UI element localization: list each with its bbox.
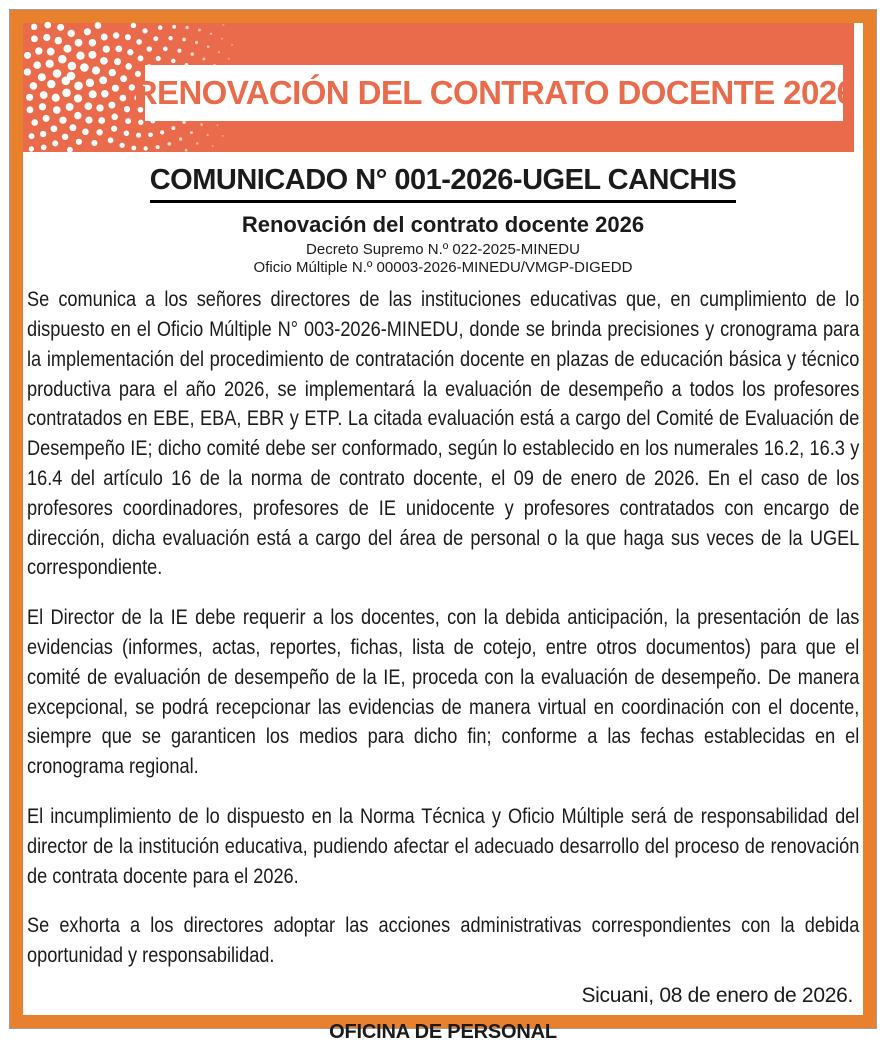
document-title: COMUNICADO N° 001-2026-UGEL CANCHIS bbox=[150, 165, 737, 203]
reference-line-decreto: Decreto Supremo N.º 022-2025-MINEDU bbox=[306, 241, 580, 259]
signature-office: OFICINA DE PERSONAL bbox=[329, 1020, 557, 1043]
paragraph-1: Se comunica a los señores directores de las instituciones educativas que, en cumplimiento de lo dispuesto en el Oficio Múltiple N° 003-2026-MINEDU, donde se brinda precisiones y cronograma para la implementación del procedimiento de contratación docente en plazas de educación básica y técnico productiva para el año 2026, se implementará la evaluación de desempeño a todos los profesores contratados en EBE, EBA, EBR y ETP. La citada evaluación está a cargo del Comité de Evaluación de Desempeño IE; dicho comité debe ser conformado, según lo establecido en los numerales 16.2, 16.3 y 16.4 del artículo 16 de la norma de contrato docente, el 09 de enero de 2026. En el caso de los profesores coordinadores, profesores de IE unidocente y profesores contratados con encargo de dirección, dicha evaluación está a cargo del área de personal o la que haga sus veces de la UGEL correspondiente. bbox=[27, 287, 860, 580]
header-band bbox=[23, 23, 854, 152]
paragraph-2: El Director de la IE debe requerir a los docentes, con la debida anticipación, la presentación de las evidencias (informes, actas, reportes, fichas, lista de cotejo, entre otros documentos) para que el comité de evaluación de desempeño de la IE, proceda con la evaluación de desempeño. De manera excepcional, se podrá recepcionar las evidencias de manera virtual en coordinación con el docente, siempre que se garanticen los medios para dicho fin; conforme a las fechas establecidas en el cronograma regional. bbox=[27, 605, 860, 779]
paragraph-3: El incumplimiento de lo dispuesto en la Norma Técnica y Oficio Múltiple será de responsabilidad del director de la institución educativa, pudiendo afectar el adecuado desarrollo del proceso de renovación de contrata docente para el 2026. bbox=[27, 803, 860, 888]
banner-title: RENOVACIÓN DEL CONTRATO DOCENTE 2026 bbox=[133, 74, 855, 111]
reference-line-oficio: Oficio Múltiple N.º 00003-2026-MINEDU/VMGP-DIGEDD bbox=[253, 258, 633, 276]
banner-title-box bbox=[133, 65, 855, 121]
date-line: Sicuani, 08 de enero de 2026. bbox=[581, 983, 853, 1007]
document-page bbox=[10, 10, 876, 1043]
paragraph-4: Se exhorta a los directores adoptar las acciones administrativas correspondientes con la debida oportunidad y responsabilidad. bbox=[27, 913, 860, 968]
document-subtitle: Renovación del contrato docente 2026 bbox=[241, 211, 645, 237]
document-content bbox=[23, 152, 863, 1044]
